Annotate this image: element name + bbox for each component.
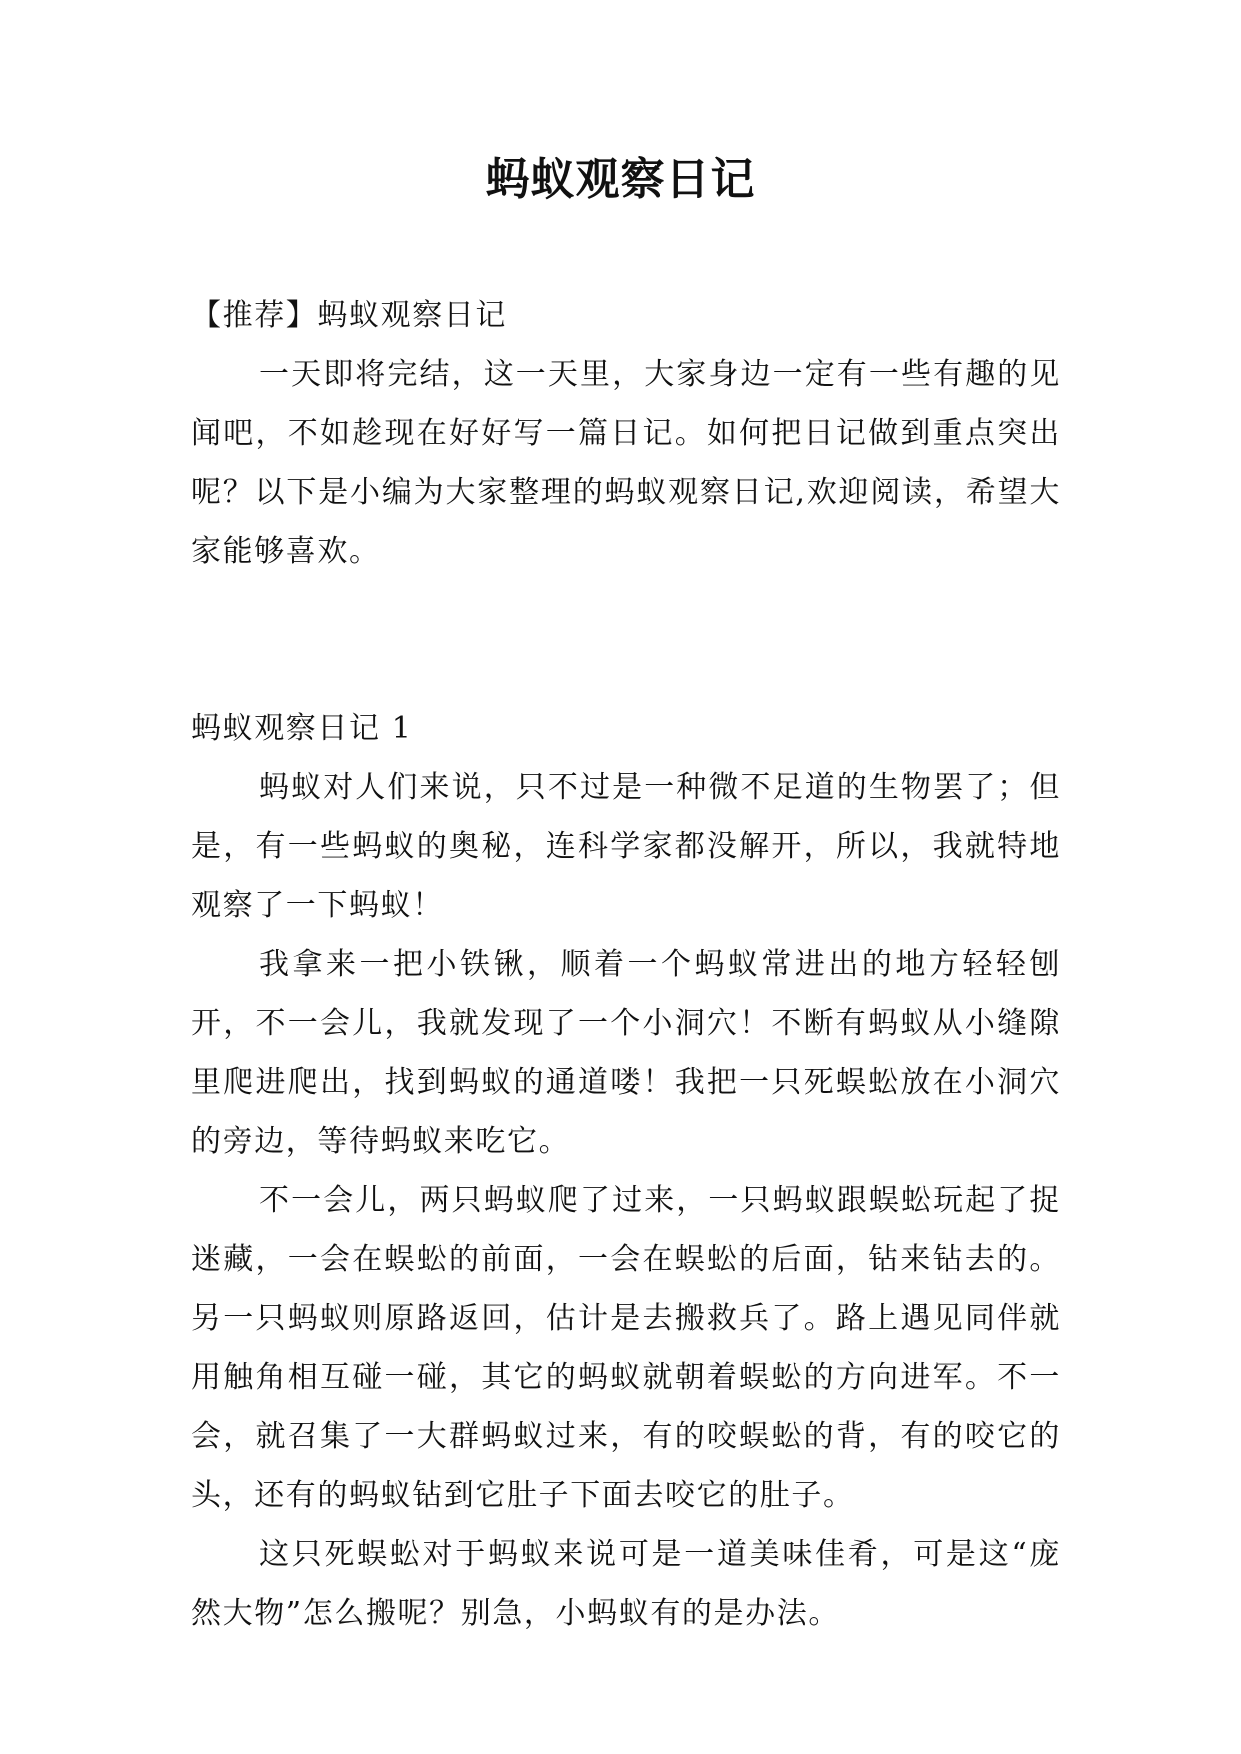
body-paragraph-2: 我拿来一把小铁锹，顺着一个蚂蚁常进出的地方轻轻刨开，不一会儿，我就发现了一个小洞穴！不断有蚂蚁从小缝隙里爬进爬出，找到蚂蚁的通道喽！我把一只死蜈蚣放在小洞穴的旁边，等待蚂蚁来吃它。 — [191, 947, 1061, 1159]
recommend-line: 【推荐】蚂蚁观察日记 — [191, 298, 507, 333]
intro-paragraph: 一天即将完结，这一天里，大家身边一定有一些有趣的见闻吧，不如趁现在好好写一篇日记。如何把日记做到重点突出呢？以下是小编为大家整理的蚂蚁观察日记,欢迎阅读，希望大家能够喜欢。 — [191, 357, 1061, 569]
body-paragraph-1: 蚂蚁对人们来说，只不过是一种微不足道的生物罢了；但是，有一些蚂蚁的奥秘，连科学家都没解开，所以，我就特地观察了一下蚂蚁！ — [191, 770, 1061, 923]
document-title: 蚂蚁观察日记 — [485, 154, 756, 205]
body-paragraph-3: 不一会儿，两只蚂蚁爬了过来，一只蚂蚁跟蜈蚣玩起了捉迷藏，一会在蜈蚣的前面，一会在蜈蚣的后面，钻来钻去的。另一只蚂蚁则原路返回，估计是去搬救兵了。路上遇见同伴就用触角相互碰一碰，其它的蚂蚁就朝着蜈蚣的方向进军。不一会，就召集了一大群蚂蚁过来，有的咬蜈蚣的背，有的咬它的头，还有的蚂蚁钻到它肚子下面去咬它的肚子。 — [191, 1183, 1061, 1513]
document-body — [191, 286, 1061, 1643]
body-paragraph-4: 这只死蜈蚣对于蚂蚁来说可是一道美味佳肴，可是这“庞然大物”怎么搬呢？别急，小蚂蚁有的是办法。 — [191, 1537, 1061, 1631]
section-heading: 蚂蚁观察日记 1 — [191, 711, 413, 746]
paragraph-spacer — [191, 581, 1061, 699]
